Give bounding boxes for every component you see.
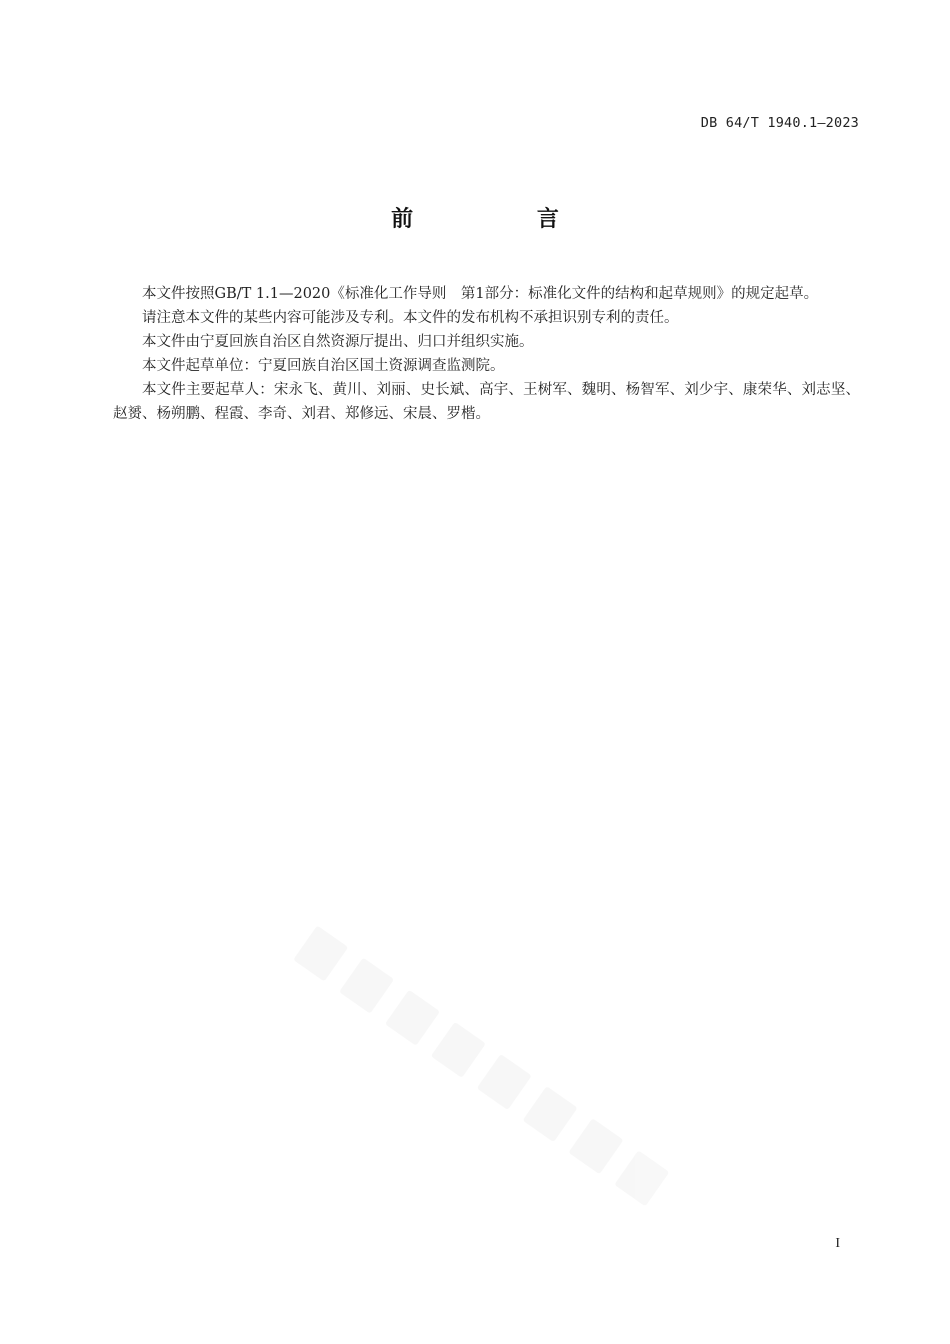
page-number: I — [835, 1236, 840, 1251]
paragraph-drafting-unit: 本文件起草单位：宁夏回族自治区国土资源调查监测院。 — [142, 358, 505, 374]
foreword-body — [113, 282, 860, 426]
paragraph-drafters: 本文件主要起草人：宋永飞、黄川、刘丽、史长斌、高宇、王树军、魏明、杨智军、刘少宇、康荣华、刘志坚、赵赟、杨朔鹏、程霞、李奇、刘君、郑修远、宋晨、罗楷。 — [113, 382, 860, 422]
watermark — [283, 925, 743, 1272]
paragraph-drafting-basis: 本文件按照GB/T 1.1—2020《标准化工作导则 第1部分：标准化文件的结构和起草规则》的规定起草。 — [142, 286, 819, 302]
page-title: 前 言 — [391, 207, 617, 232]
paragraph-patent-notice: 请注意本文件的某些内容可能涉及专利。本文件的发布机构不承担识别专利的责任。 — [142, 310, 679, 326]
document-id: DB 64/T 1940.1—2023 — [700, 115, 859, 131]
paragraph-proposer: 本文件由宁夏回族自治区自然资源厅提出、归口并组织实施。 — [142, 334, 534, 350]
